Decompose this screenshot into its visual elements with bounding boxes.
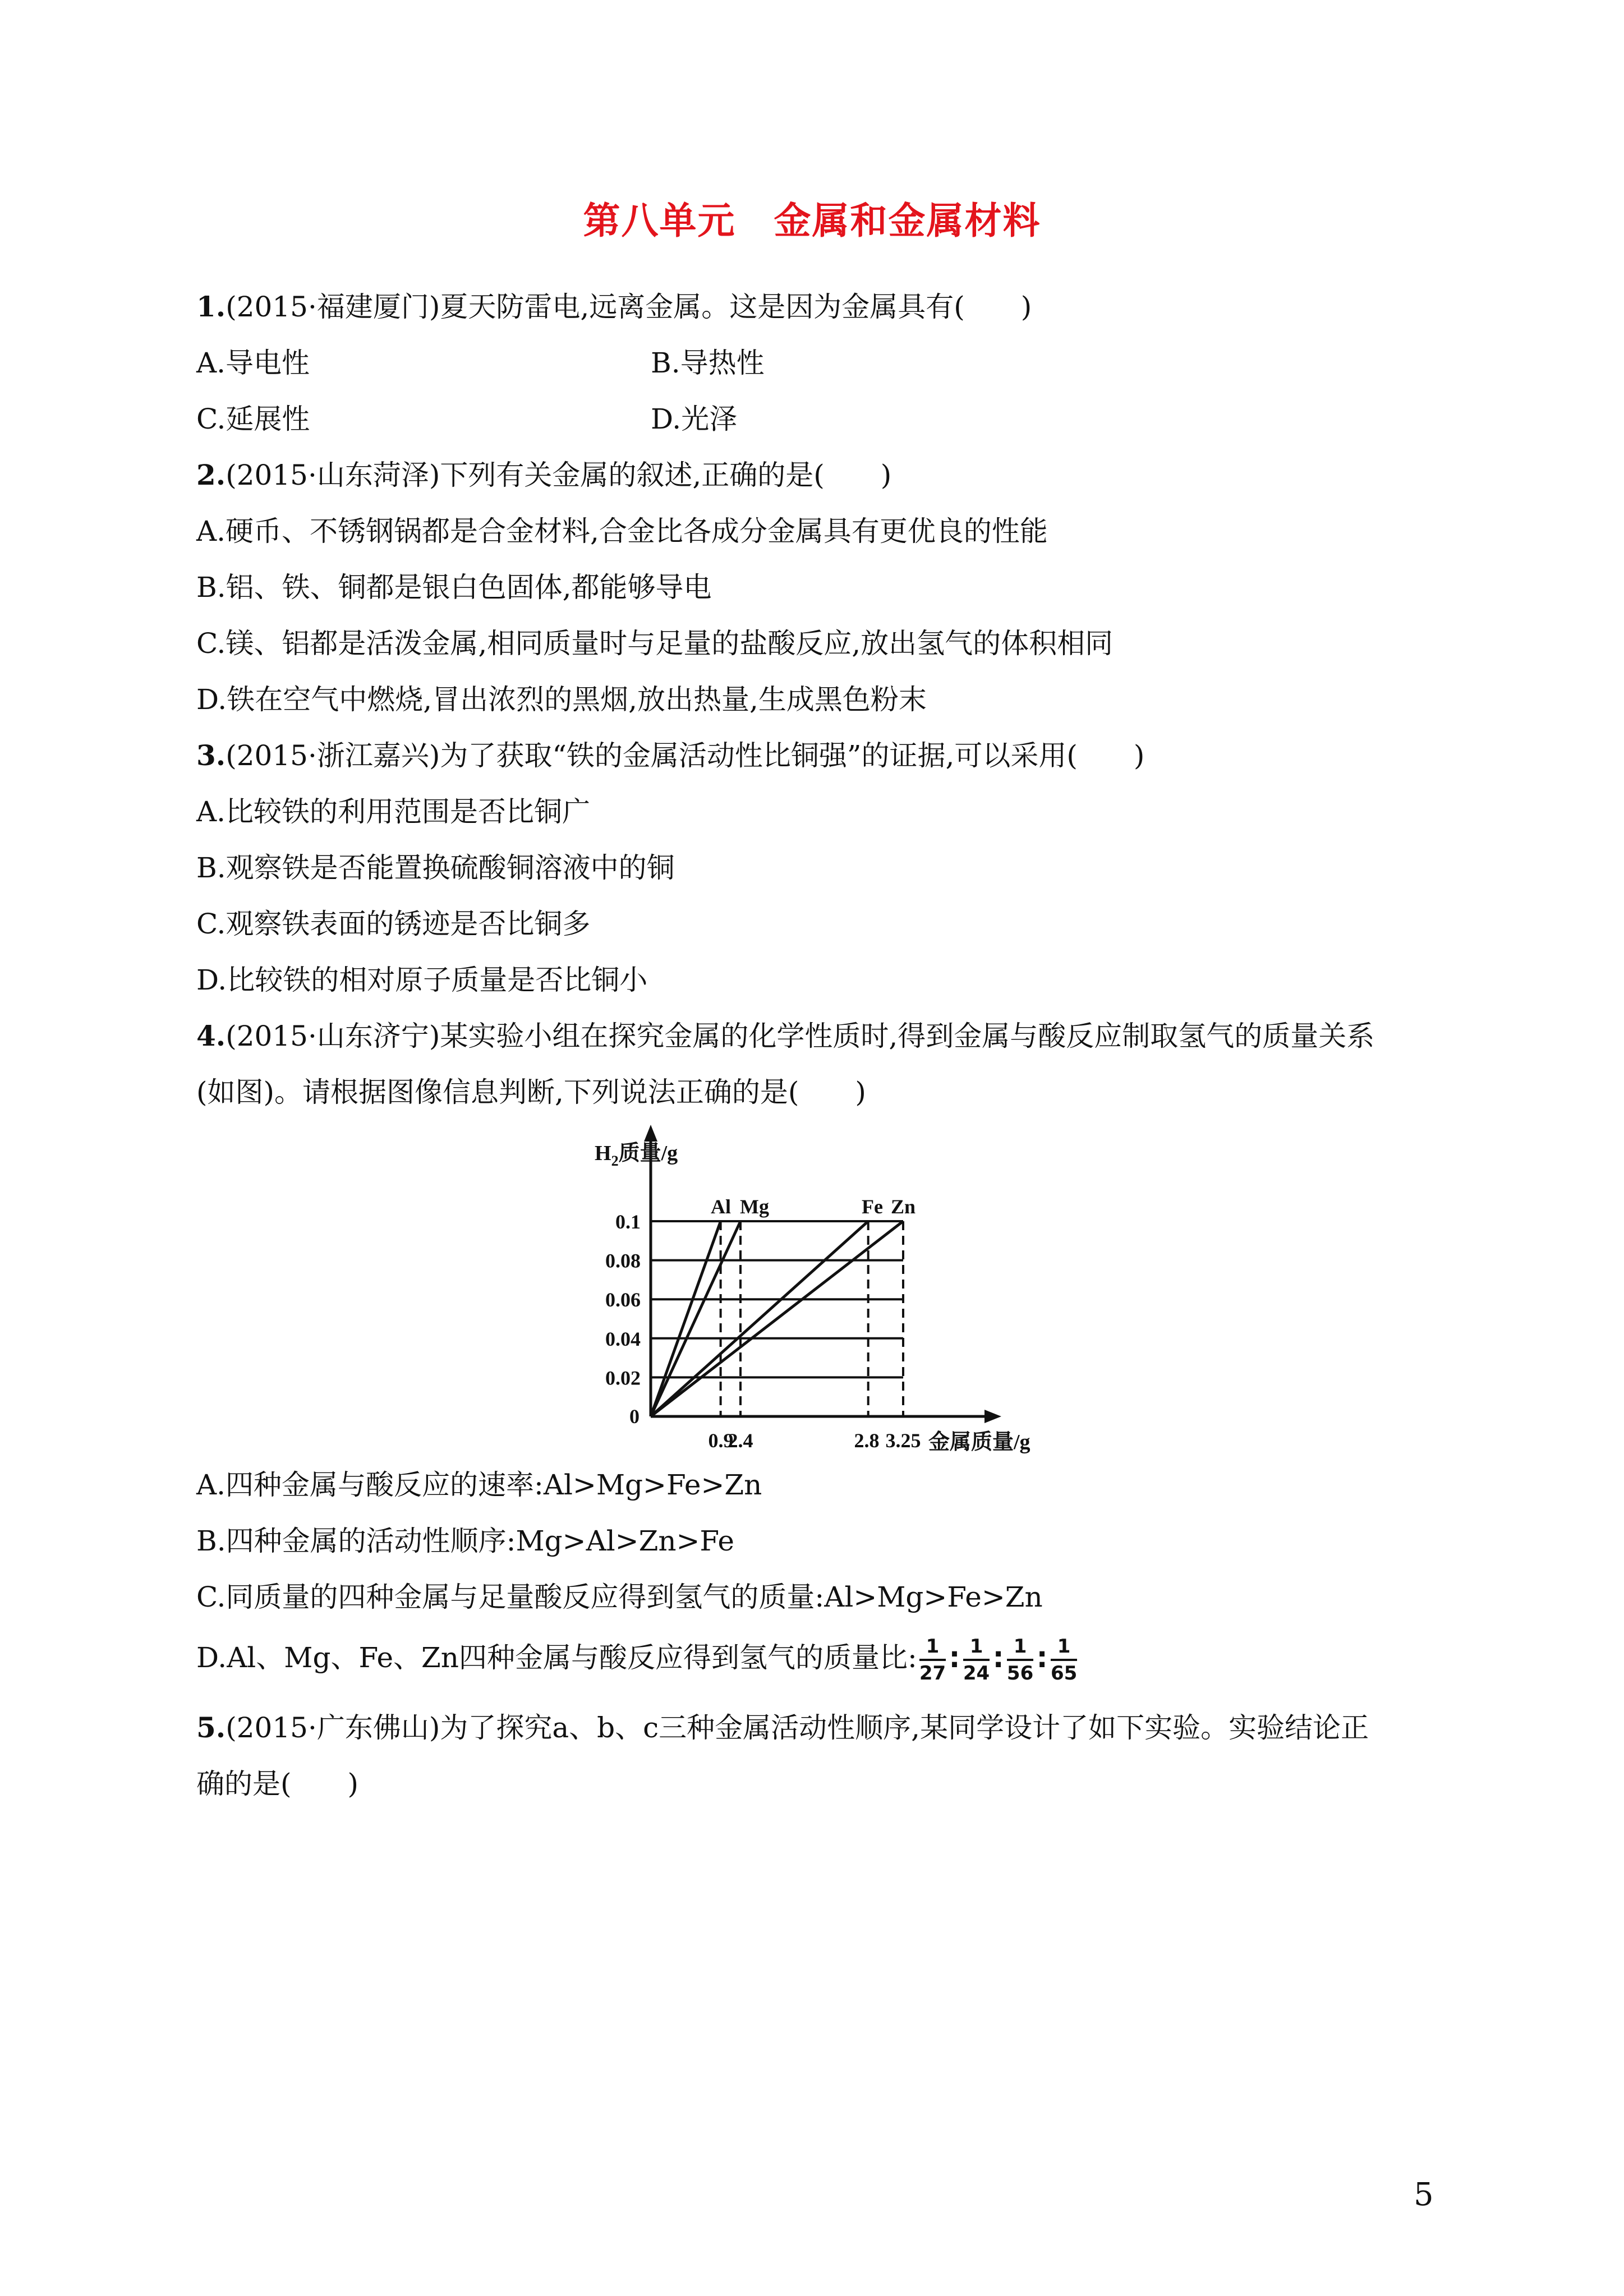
x-tick-label: 2.4 [728,1429,753,1452]
fraction-denominator: 24 [963,1662,990,1685]
y-tick-label: 0.1 [615,1211,641,1233]
ratio-colon: ∶ [994,1644,1002,1676]
fraction-numerator: 1 [926,1635,940,1658]
option-d [196,1630,1079,1688]
question-5-stem-line-2: 确的是( ) [196,1768,359,1800]
option-b: B.四种金属的活动性顺序:Mg>Al>Zn>Fe [196,1525,734,1557]
option-d-text: D.Al、Mg、Fe、Zn四种金属与酸反应得到氢气的质量比: [196,1641,917,1674]
question-number: 1. [196,290,226,323]
option-d: D.光泽 [651,403,738,435]
ratio-colon: ∶ [1038,1644,1046,1676]
option-a: A.导电性 [196,347,310,379]
series-line-zn [651,1221,903,1416]
fraction-denominator: 65 [1050,1662,1078,1685]
fraction-zn [1051,1635,1077,1685]
question-5-stem-line-1 [196,1708,1369,1747]
fraction-fe [1007,1635,1033,1685]
option-c: C.同质量的四种金属与足量酸反应得到氢气的质量:Al>Mg>Fe>Zn [196,1581,1043,1613]
option-d: D.铁在空气中燃烧,冒出浓烈的黑烟,放出热量,生成黑色粉末 [196,683,927,716]
question-text: (2015·福建厦门)夏天防雷电,远离金属。这是因为金属具有( ) [226,291,1032,323]
question-text: (2015·山东济宁)某实验小组在探究金属的化学性质时,得到金属与酸反应制取氢气的质量关系 [226,1020,1375,1052]
x-axis-arrow [984,1410,1001,1423]
x-axis-label: 金属质量/g [928,1430,1030,1454]
fraction-denominator: 27 [919,1662,946,1685]
ratio-colon: ∶ [950,1644,959,1676]
option-a: A.比较铁的利用范围是否比铜广 [196,795,591,828]
fraction-numerator: 1 [1057,1635,1071,1658]
y-tick-label: 0.06 [605,1289,641,1312]
series-line-al [651,1221,721,1416]
option-d: D.比较铁的相对原子质量是否比铜小 [196,964,648,996]
option-c: C.观察铁表面的锈迹是否比铜多 [196,908,591,940]
question-number: 5. [196,1711,226,1744]
x-tick-label: 3.25 [885,1429,921,1452]
y-axis-arrow [644,1125,657,1142]
option-b: B.观察铁是否能置换硫酸铜溶液中的铜 [196,852,675,884]
fraction-numerator: 1 [969,1635,983,1658]
question-number: 2. [196,458,226,491]
fraction-numerator: 1 [1013,1635,1027,1658]
option-a: A.四种金属与酸反应的速率:Al>Mg>Fe>Zn [196,1469,762,1501]
fraction-al [919,1635,946,1685]
question-text: (2015·广东佛山)为了探究a、b、c三种金属活动性顺序,某同学设计了如下实验。实验结论正 [226,1711,1369,1744]
question-number: 3. [196,739,226,772]
option-c: C.镁、铝都是活泼金属,相同质量时与足量的盐酸反应,放出氢气的体积相同 [196,627,1114,660]
series-label-al: Al [711,1195,731,1218]
x-tick-label: 0.9 [708,1429,734,1452]
y-tick-label: 0.02 [605,1366,641,1389]
page-title: 第八单元 金属和金属材料 [583,199,1041,242]
origin-label: 0 [629,1405,640,1428]
series-label-mg: Mg [740,1195,769,1218]
x-tick-label: 2.8 [854,1429,880,1452]
y-axis-label: $H_2$质量/g [595,1142,678,1169]
option-c: C.延展性 [196,403,310,435]
y-tick-label: 0.08 [605,1249,641,1272]
y-tick-label: 0.04 [605,1327,641,1350]
page-number: 5 [1414,2177,1434,2213]
option-b: B.导热性 [651,347,765,379]
option-a: A.硬币、不锈钢锅都是合金材料,合金比各成分金属具有更优良的性能 [196,515,1048,547]
series-line-fe [651,1221,868,1416]
series-line-mg [651,1221,740,1416]
series-label-zn: Zn [890,1195,916,1218]
fraction-denominator: 56 [1006,1662,1034,1685]
series-label-fe: Fe [862,1195,883,1218]
option-b: B.铝、铁、铜都是银白色固体,都能够导电 [196,571,712,604]
fraction-mg [963,1635,990,1685]
question-text: (2015·山东菏泽)下列有关金属的叙述,正确的是( ) [226,459,892,491]
question-4-stem-line-2: (如图)。请根据图像信息判断,下列说法正确的是( ) [196,1076,866,1108]
question-text: (2015·浙江嘉兴)为了获取“铁的金属活动性比铜强”的证据,可以采用( ) [226,739,1145,772]
question-number: 4. [196,1019,226,1052]
